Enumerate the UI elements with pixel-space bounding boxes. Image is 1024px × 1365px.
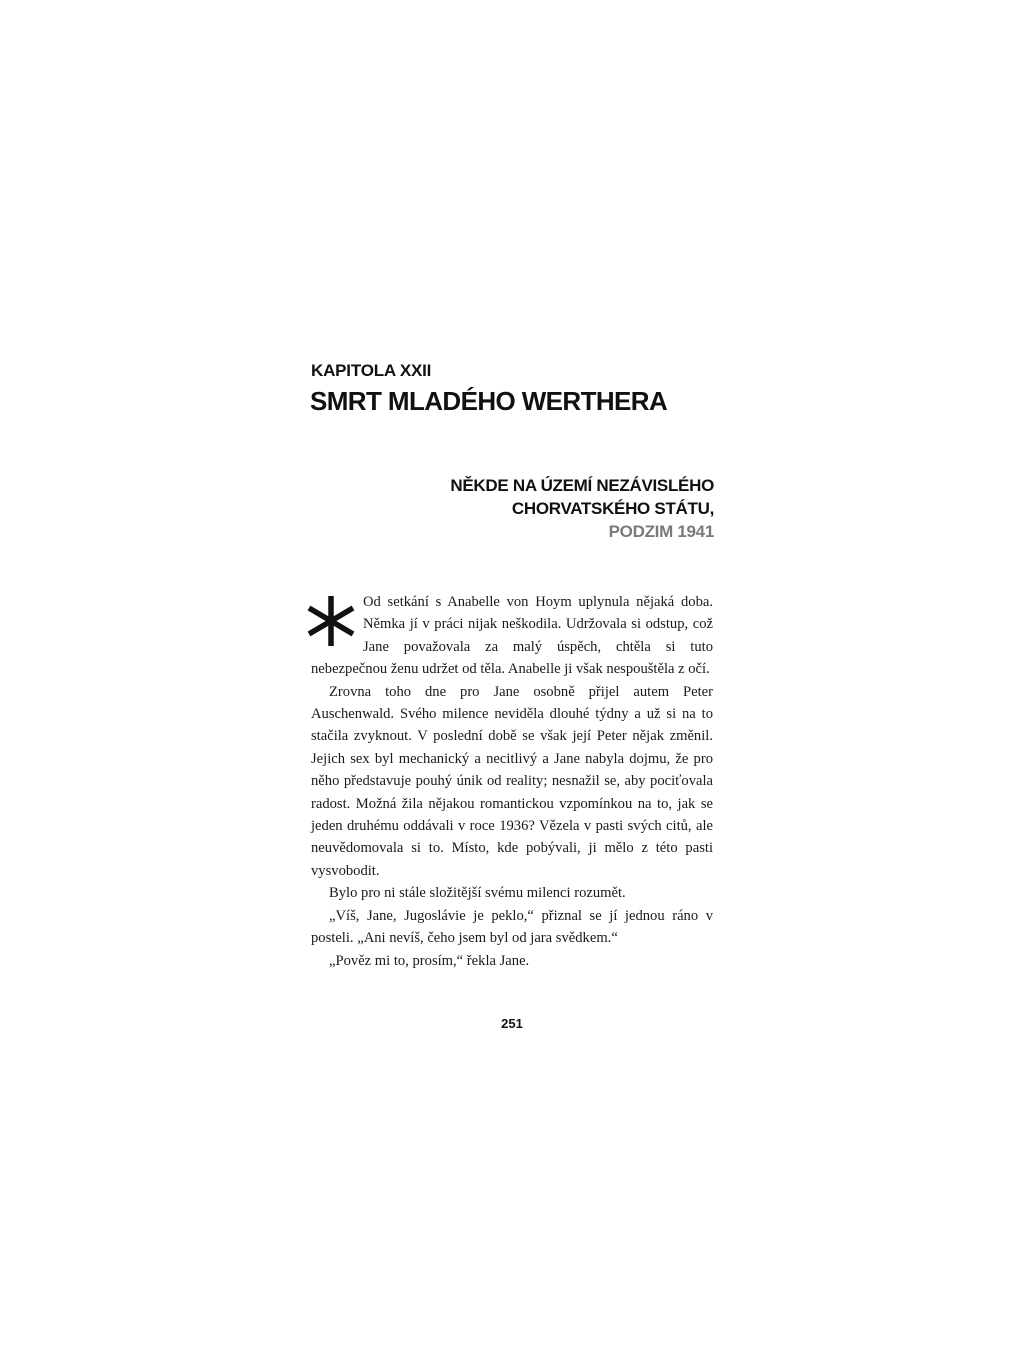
paragraph — [311, 591, 713, 681]
paragraph: Zrovna toho dne pro Jane osobně přijel autem Peter Auschenwald. Svého milence neviděla dlouhé týdny a už si na to stačila zvyknout. V poslední době se však její Peter nějak změnil. Jejich sex byl mechanický a necitlivý a Jane nabyla dojmu, že pro něho představuje pouhý únik od reality; nesnažil se, aby pociťovala radost. Možná žila nějakou romantickou vzpomínkou na to, jak se jeden druhému oddávali v roce 1936? Vězela v pasti svých citů, ale neuvědomovala si to. Místo, kde pobývali, ji mělo z této pasti vysvobodit. — [311, 683, 713, 879]
location-heading — [334, 474, 714, 543]
location-date: PODZIM 1941 — [608, 522, 714, 541]
location-line-1: NĚKDE NA ÚZEMÍ NEZÁVISLÉHO — [450, 476, 714, 495]
paragraph: Bylo pro ni stále složitější svému milenci rozumět. — [329, 885, 626, 902]
paragraph: „Pověz mi to, prosím,“ řekla Jane. — [329, 952, 530, 969]
page-number: 251 — [501, 1016, 523, 1031]
location-line-2: CHORVATSKÉHO STÁTU, — [511, 499, 714, 518]
drop-ornament-space — [311, 591, 363, 657]
chapter-title: SMRT MLADÉHO WERTHERA — [310, 386, 668, 416]
paragraph: „Víš, Jane, Jugoslávie je peklo,“ přiznal se jí jednou ráno v posteli. „Ani nevíš, čeho jsem byl od jara svědkem.“ — [311, 907, 713, 947]
paragraph-text: Od setkání s Anabelle von Hoym uplynula nějaká doba. Němka jí v práci nijak neškodila. Udržovala si odstup, což Jane považovala za malý úspěch, chtěla si tuto nebezpečnou ženu udržet od těla. Anabelle ji však nespouštěla z očí. — [311, 594, 713, 678]
chapter-number: KAPITOLA XXII — [311, 361, 432, 380]
chapter-body — [311, 591, 713, 972]
